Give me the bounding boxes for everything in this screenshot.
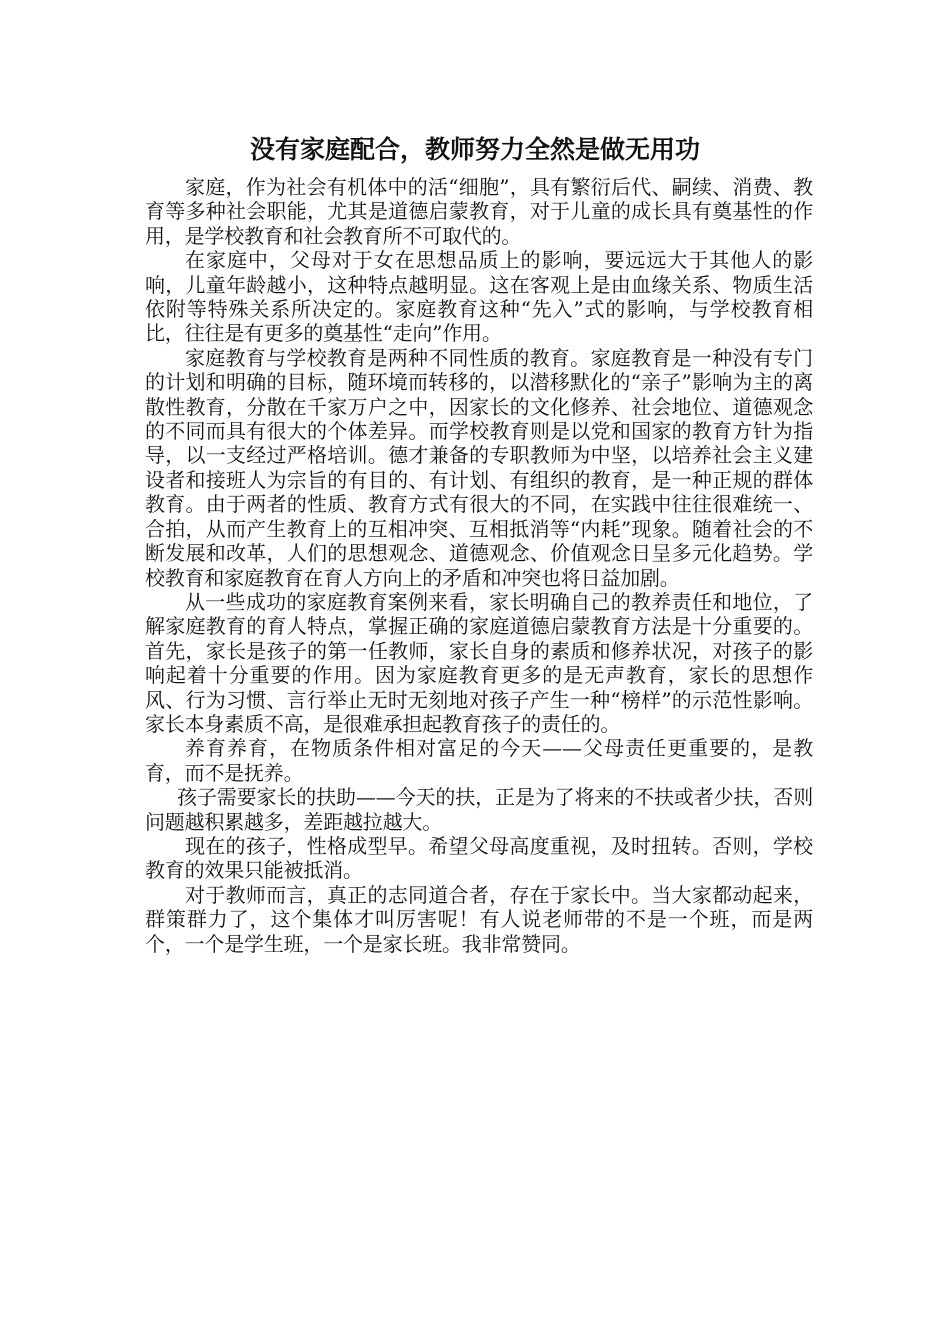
paragraph-1: 家庭，作为社会有机体中的活“细胞”，具有繁衍后代、嗣续、消费、教育等多种社会职能，尤其是道德启蒙教育，对于儿童的成长具有奠基性的作用，是学校教育和社会教育所不可取代的。 — [145, 175, 813, 248]
paragraph-5: 养育养育，在物质条件相对富足的今天——父母责任更重要的，是教育，而不是抚养。 — [145, 736, 813, 785]
document-title: 没有家庭配合，教师努力全然是做无用功 — [249, 135, 700, 164]
paragraph-6: 孩子需要家长的扶助——今天的扶，正是为了将来的不扶或者少扶，否则问题越积累越多，差距越拉越大。 — [145, 785, 813, 834]
paragraph-4: 从一些成功的家庭教育案例来看，家长明确自己的教养责任和地位，了解家庭教育的育人特点，掌握正确的家庭道德启蒙教育方法是十分重要的。 首先，家长是孩子的第一任教师，家长自身的素质和修养状况，对孩子的影响起着十分重要的作用。因为家庭教育更多的是无声教育，家长的思想作风、行为习惯、言行举止无时无刻地对孩子产生一种“榜样”的示范性影响。家长本身素质不高，是很难承担起教育孩子的责任的。 — [145, 589, 813, 736]
paragraph-2: 在家庭中，父母对于女在思想品质上的影响，要远远大于其他人的影响，儿童年龄越小，这种特点越明显。这在客观上是由血缘关系、物质生活依附等特殊关系所决定的。家庭教育这种“先入”式的影响，与学校教育相比，往往是有更多的奠基性“走向”作用。 — [145, 248, 813, 346]
paragraph-8: 对于教师而言，真正的志同道合者，存在于家长中。当大家都动起来，群策群力了，这个集体才叫厉害呢！有人说老师带的不是一个班，而是两个，一个是学生班，一个是家长班。我非常赞同。 — [145, 882, 813, 956]
document-body — [145, 175, 813, 956]
paragraph-7: 现在的孩子，性格成型早。希望父母高度重视，及时扭转。否则，学校教育的效果只能被抵消。 — [145, 833, 813, 883]
paragraph-3: 家庭教育与学校教育是两种不同性质的教育。家庭教育是一种没有专门的计划和明确的目标，随环境而转移的，以潜移默化的“亲子”影响为主的离散性教育，分散在千家万户之中，因家长的文化修养、社会地位、道德观念的不同而具有很大的个体差异。而学校教育则是以党和国家的教育方针为指导，以一支经过严格培训。德才兼备的专职教师为中坚，以培养社会主义建设者和接班人为宗旨的有目的、有计划、有组织的教育，是一种正规的群体教育。由于两者的性质、教育方式有很大的不同，在实践中往往很难统一、合拍，从而产生教育上的互相冲突、互相抵消等“内耗”现象。随着社会的不断发展和改革，人们的思想观念、道德观念、价值观念日呈多元化趋势。学校教育和家庭教育在育人方向上的矛盾和冲突也将日益加剧。 — [145, 345, 813, 590]
